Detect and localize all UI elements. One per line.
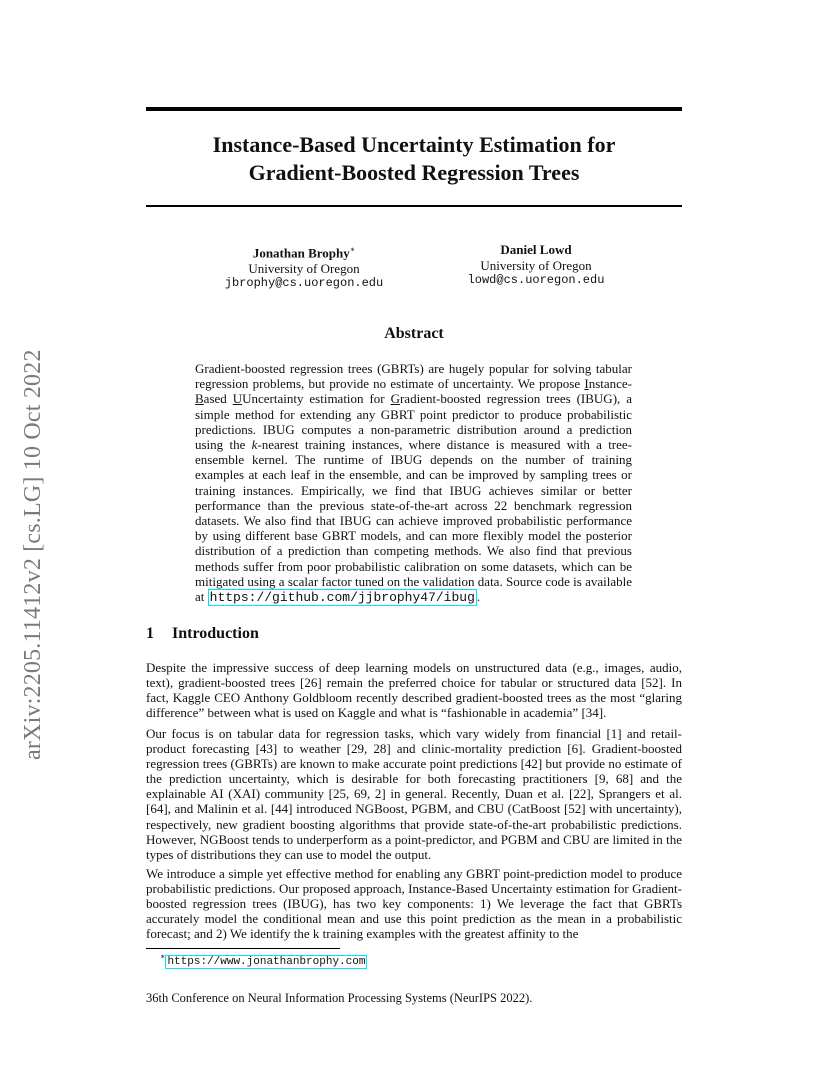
- author-block-2: [446, 242, 626, 289]
- author-affiliation: University of Oregon: [480, 257, 592, 273]
- intro-paragraph-1: Despite the impressive success of deep learning models on unstructured data (e.g., images, audio, text), gradient-boosted trees [26] remain the preferred choice for tabular or structured data [52]. In fact, Kaggle CEO Anthony Goldbloom recently described gradient-boosted trees as the most “glaring difference” between what is used on Kaggle and what is “fashionable in academia” [34].: [146, 660, 682, 721]
- section-number: 1: [146, 625, 154, 642]
- section-heading: [146, 625, 259, 643]
- arxiv-stamp: arXiv:2205.11412v2 [cs.LG] 10 Oct 2022: [20, 349, 46, 760]
- author-name: Daniel Lowd: [500, 242, 572, 257]
- author-email: jbrophy@cs.uoregon.edu: [224, 276, 384, 291]
- title-line-2: Gradient-Boosted Regression Trees: [248, 160, 580, 185]
- github-link[interactable]: https://github.com/jjbrophy47/ibug: [209, 590, 475, 606]
- intro-paragraph-2: Our focus is on tabular data for regression tasks, which vary widely from financial [1] and retail-product forecasting [43] to weather [29, 28] and clinic-mortality prediction [6]. Gradient-boosted regression trees (GBRTs) are known to make accurate point predictions [42] but provide no estimate of the prediction uncertainty, which is desirable for both forecasting practitioners [9, 68] and the explainable AI (XAI) community [25, 69, 2] in general. Recently, Duan et al. [22], Sprangers et al. [64], and Malinin et al. [44] introduced NGBoost, PGBM, and CBU (CatBoost [52] with uncertainty), respectively, new gradient boosting algorithms that provide state-of-the-art probabilistic predictions. However, NGBoost tends to underperform as a point-predictor, and PGBM and CBU are limited in the types of distributions they can use to model the output.: [146, 726, 682, 862]
- footnote: ∗ https://www.jonathanbrophy.com: [160, 952, 366, 968]
- author-block-1: [214, 242, 394, 292]
- footnote-rule: [146, 948, 340, 949]
- author-affiliation: University of Oregon: [248, 260, 360, 276]
- homepage-link[interactable]: https://www.jonathanbrophy.com: [167, 955, 366, 968]
- title-line-1: Instance-Based Uncertainty Estimation for: [212, 132, 616, 157]
- author-name: Jonathan Brophy: [252, 245, 350, 261]
- abstract-heading: Abstract: [384, 325, 444, 342]
- title-bottom-rule: [146, 205, 682, 207]
- footnote-mark[interactable]: ∗: [349, 245, 356, 254]
- conference-note: 36th Conference on Neural Information Processing Systems (NeurIPS 2022).: [146, 991, 533, 1005]
- abstract-text: Gradient-boosted regression trees (GBRTs) are hugely popular for solving tabular regression problems, but provide no estimate of uncertainty. We propose Instance-Based UUncertainty estimation for Gradient-boosted regression trees (IBUG), a simple method for extending any GBRT point predictor to produce probabilistic predictions. IBUG computes a non-parametric distribution around a prediction using the k-nearest training instances, where distance is measured with a tree-ensemble kernel. The runtime of IBUG depends on the number of training examples at each leaf in the ensemble, and can be improved by sampling trees or training instances. Empirically, we find that IBUG achieves similar or better performance than the previous state-of-the-art across 22 benchmark regression datasets. We also find that IBUG can achieve improved probabilistic performance by using different base GBRT models, and can more flexibly model the posterior distribution of a prediction than competing methods. We also find that previous methods suffer from poor probabilistic calibration on some datasets, which can be mitigated using a scalar factor tuned on the validation data. Source code is available at https://github.com/jjbrophy47/ibug .: [195, 361, 633, 606]
- section-title: Introduction: [172, 625, 259, 642]
- title-top-rule: [146, 107, 682, 111]
- intro-paragraph-3: We introduce a simple yet effective method for enabling any GBRT point-prediction model to produce probabilistic predictions. Our proposed approach, Instance-Based Uncertainty estimation for Gradient-boosted regression trees (IBUG), has two key components: 1) We leverage the fact that GBRTs accurately model the conditional mean and use this point prediction as the mean in a probabilistic forecast; and 2) We identify the k training examples with the greatest affinity to the: [146, 866, 682, 942]
- author-email: lowd@cs.uoregon.edu: [467, 273, 605, 287]
- paper-title: [146, 131, 682, 187]
